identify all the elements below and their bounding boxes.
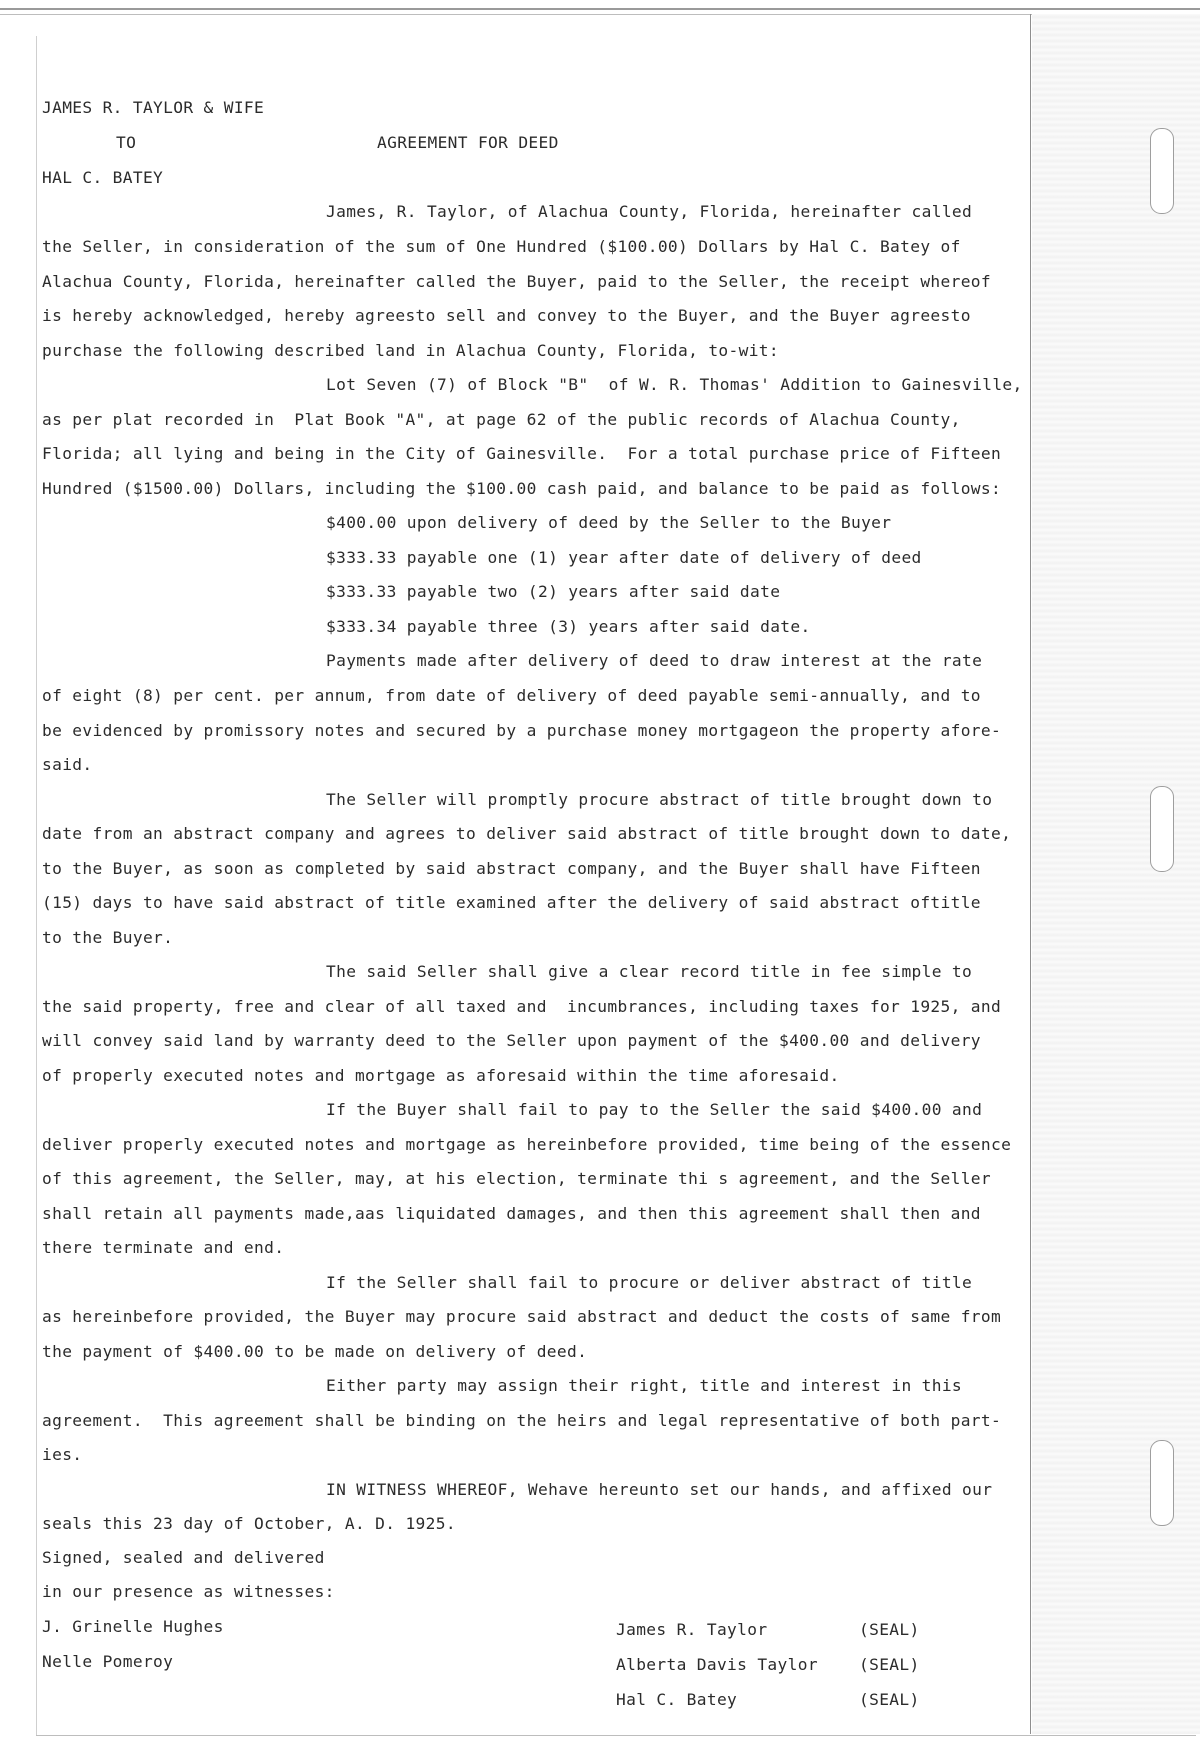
body-line: agreement. This agreement shall be binding on the heirs and legal representative of both part- [42,1411,1002,1430]
body-line: be evidenced by promissory notes and secured by a purchase money mortgageon the property afore- [42,721,1002,740]
seal-label: (SEAL) [859,1690,920,1709]
punch-hole-icon [1150,128,1174,214]
punch-hole-icon [1150,1440,1174,1526]
seal-label: (SEAL) [859,1620,920,1639]
right-margin-rule [1030,14,1031,1734]
body-line: the Seller, in consideration of the sum of One Hundred ($100.00) Dollars by Hal C. Batey of [42,237,961,256]
payment-line: $333.33 payable two (2) years after said date [326,582,781,601]
date-line: seals this 23 day of October, A. D. 1925. [42,1514,456,1533]
body-line: purchase the following described land in Alachua County, Florida, to-wit: [42,341,779,360]
signatory-name: Hal C. Batey [616,1690,738,1709]
body-line: said. [42,755,93,774]
to-label: TO [116,133,137,152]
body-line: as hereinbefore provided, the Buyer may procure said abstract and deduct the costs of same from [42,1307,1002,1326]
body-line: the said property, free and clear of all taxed and incumbrances, including taxes for 1925, and [42,997,1002,1016]
body-line: Payments made after delivery of deed to draw interest at the rate [326,651,983,670]
document-title: AGREEMENT FOR DEED [377,133,559,152]
body-line: date from an abstract company and agrees to deliver said abstract of title brought down to date, [42,824,1012,843]
bottom-edge-rule [36,1735,1196,1736]
body-line: shall retain all payments made,aas liquidated damages, and then this agreement shall then and [42,1204,981,1223]
body-line: If the Seller shall fail to procure or deliver abstract of title [326,1273,973,1292]
top-edge-rule [0,8,1200,15]
body-line: as per plat recorded in Plat Book "A", at page 62 of the public records of Alachua County, [42,410,961,429]
body-line: (15) days to have said abstract of title examined after the delivery of said abstract oftitle [42,893,981,912]
payment-line: $400.00 upon delivery of deed by the Seller to the Buyer [326,513,892,532]
binding-strip [1032,14,1200,1734]
body-line: there terminate and end. [42,1238,285,1257]
body-line: of eight (8) per cent. per annum, from date of delivery of deed payable semi-annually, and to [42,686,981,705]
body-line: Hundred ($1500.00) Dollars, including the $100.00 cash paid, and balance to be paid as follows: [42,479,1002,498]
left-margin-rule [36,36,37,1736]
payment-line: $333.33 payable one (1) year after date of delivery of deed [326,548,922,567]
witness-name: J. Grinelle Hughes [42,1617,224,1636]
body-line: Lot Seven (7) of Block "B" of W. R. Thomas' Addition to Gainesville, [326,375,1023,394]
body-line: of this agreement, the Seller, may, at his election, terminate thi s agreement, and the Seller [42,1169,991,1188]
body-line: The Seller will promptly procure abstract of title brought down to [326,790,993,809]
body-line: of properly executed notes and mortgage as aforesaid within the time aforesaid. [42,1066,840,1085]
body-line: Either party may assign their right, title and interest in this [326,1376,963,1395]
punch-hole-icon [1150,786,1174,872]
body-line: If the Buyer shall fail to pay to the Seller the said $400.00 and [326,1100,983,1119]
signatory-name: James R. Taylor [616,1620,768,1639]
payment-line: $333.34 payable three (3) years after said date. [326,617,811,636]
witness-name: Nelle Pomeroy [42,1652,174,1671]
body-line: in our presence as witnesses: [42,1582,335,1601]
party-one: JAMES R. TAYLOR & WIFE [42,98,265,117]
body-line: to the Buyer, as soon as completed by said abstract company, and the Buyer shall have Fifteen [42,859,981,878]
seal-label: (SEAL) [859,1655,920,1674]
body-line: Signed, sealed and delivered [42,1548,325,1567]
body-line: to the Buyer. [42,928,174,947]
body-line: the payment of $400.00 to be made on delivery of deed. [42,1342,588,1361]
body-line: ies. [42,1445,83,1464]
body-line: deliver properly executed notes and mortgage as hereinbefore provided, time being of the essence [42,1135,1012,1154]
body-line: will convey said land by warranty deed to the Seller upon payment of the $400.00 and delivery [42,1031,981,1050]
signatory-name: Alberta Davis Taylor [616,1655,818,1674]
body-line: is hereby acknowledged, hereby agreesto sell and convey to the Buyer, and the Buyer agreesto [42,306,971,325]
body-line: IN WITNESS WHEREOF, Wehave hereunto set our hands, and affixed our [326,1480,993,1499]
party-two: HAL C. BATEY [42,168,164,187]
body-line: The said Seller shall give a clear record title in fee simple to [326,962,973,981]
body-line: James, R. Taylor, of Alachua County, Florida, hereinafter called [326,202,973,221]
body-line: Alachua County, Florida, hereinafter called the Buyer, paid to the Seller, the receipt whereof [42,272,991,291]
body-line: Florida; all lying and being in the City of Gainesville. For a total purchase price of Fifteen [42,444,1002,463]
